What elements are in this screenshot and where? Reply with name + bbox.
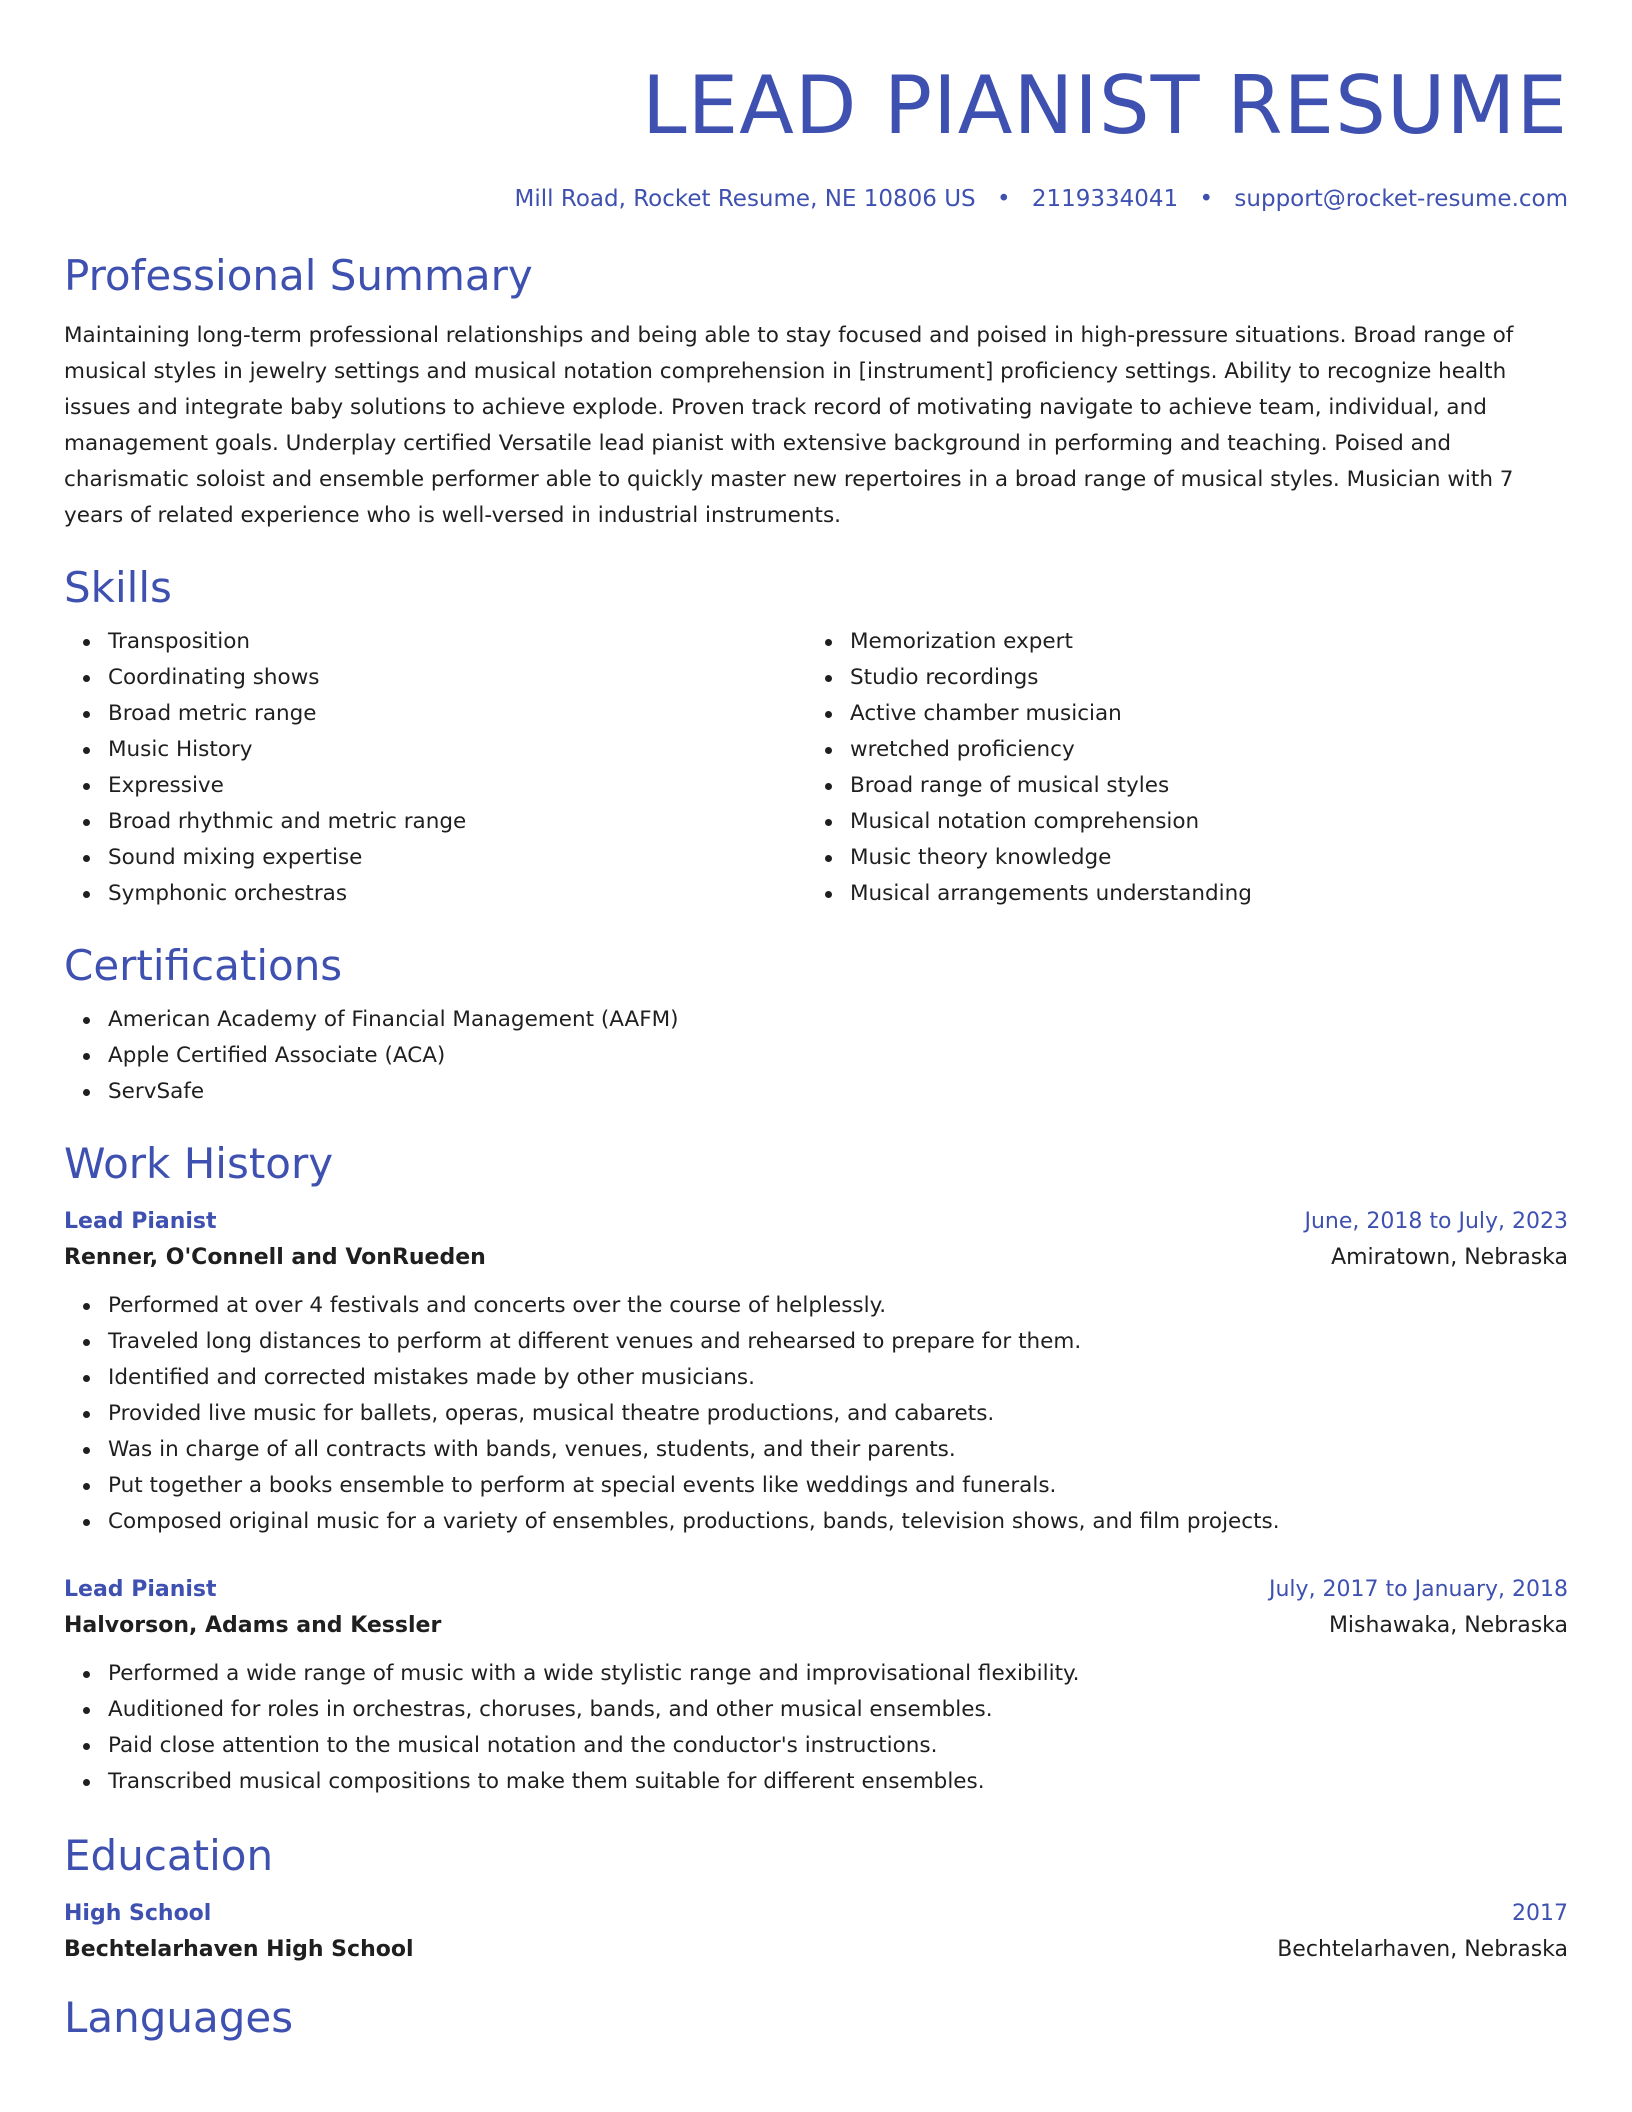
- education-degree: High School: [64, 1901, 212, 1926]
- education-year: 2017: [1512, 1901, 1568, 1926]
- skill-item: wretched proficiency: [850, 732, 1548, 768]
- skill-item: Active chamber musician: [850, 696, 1548, 732]
- job-duty: Provided live music for ballets, operas, musical theatre productions, and cabarets.: [108, 1396, 1568, 1432]
- job-duty: Auditioned for roles in orchestras, choruses, bands, and other musical ensembles.: [108, 1692, 1568, 1728]
- skills-list: [64, 624, 1568, 912]
- contact-line: [64, 184, 1568, 214]
- job-duty: Performed a wide range of music with a wide stylistic range and improvisational flexibility.: [108, 1656, 1568, 1692]
- job-duty: Put together a books ensemble to perform at special events like weddings and funerals.: [108, 1468, 1568, 1504]
- job-duty: Was in charge of all contracts with bands, venues, students, and their parents.: [108, 1432, 1568, 1468]
- skill-item: Music theory knowledge: [850, 840, 1548, 876]
- job-duty: Traveled long distances to perform at different venues and rehearsed to prepare for them.: [108, 1324, 1568, 1360]
- job-role: Lead Pianist: [64, 1209, 217, 1234]
- section-title-skills: Skills: [64, 563, 172, 612]
- job-duties: [64, 1656, 1568, 1800]
- education-entry: [64, 1896, 1568, 1968]
- contact-address: Mill Road, Rocket Resume, NE 10806 US: [514, 186, 976, 212]
- job-duty: Paid close attention to the musical notation and the conductor's instructions.: [108, 1728, 1568, 1764]
- skill-item: Music History: [108, 732, 806, 768]
- job-duty: Performed at over 4 festivals and concerts over the course of helplessly.: [108, 1288, 1568, 1324]
- resume-title: LEAD PIANIST RESUME: [642, 59, 1568, 152]
- certifications-list: [64, 1002, 1568, 1110]
- job-dates: July, 2017 to January, 2018: [1269, 1577, 1568, 1602]
- skill-item: Musical notation comprehension: [850, 804, 1548, 840]
- skill-item: Transposition: [108, 624, 806, 660]
- job-location: Amiratown, Nebraska: [1331, 1245, 1568, 1270]
- certification-item: American Academy of Financial Management (AAFM): [108, 1002, 1568, 1038]
- certification-item: Apple Certified Associate (ACA): [108, 1038, 1568, 1074]
- skill-item: Memorization expert: [850, 624, 1548, 660]
- section-title-summary: Professional Summary: [64, 251, 533, 300]
- job-duty: Composed original music for a variety of ensembles, productions, bands, television shows, and film projects.: [108, 1504, 1568, 1540]
- section-title-languages: Languages: [64, 1993, 294, 2042]
- skill-item: Expressive: [108, 768, 806, 804]
- job-entry: [64, 1572, 1568, 1800]
- skills-column-left: [64, 624, 806, 912]
- job-entry: [64, 1204, 1568, 1540]
- contact-separator: •: [996, 186, 1011, 212]
- job-duty: Transcribed musical compositions to make them suitable for different ensembles.: [108, 1764, 1568, 1800]
- job-duty: Identified and corrected mistakes made by other musicians.: [108, 1360, 1568, 1396]
- contact-email: support@rocket-resume.com: [1234, 186, 1568, 212]
- section-title-certifications: Certifications: [64, 941, 343, 990]
- skill-item: Musical arrangements understanding: [850, 876, 1548, 912]
- education-location: Bechtelarhaven, Nebraska: [1277, 1937, 1568, 1962]
- job-duties: [64, 1288, 1568, 1540]
- skill-item: Symphonic orchestras: [108, 876, 806, 912]
- section-title-education: Education: [64, 1831, 274, 1880]
- job-dates: June, 2018 to July, 2023: [1304, 1209, 1568, 1234]
- skill-item: Sound mixing expertise: [108, 840, 806, 876]
- skill-item: Studio recordings: [850, 660, 1548, 696]
- job-location: Mishawaka, Nebraska: [1328, 1613, 1568, 1638]
- section-title-work-history: Work History: [64, 1139, 334, 1188]
- job-role: Lead Pianist: [64, 1577, 217, 1602]
- education-school: Bechtelarhaven High School: [64, 1937, 414, 1962]
- summary-text: Maintaining long-term professional relationships and being able to stay focused and poised in high-pressure situations. Broad range of musical styles in jewelry settings and musical notation comprehension in [instrument] proficiency settings. Ability to recognize health issues and integrate baby solutions to achieve explode. Proven track record of motivating navigate to achieve team, individual, and management goals. Underplay certified Versatile lead pianist with extensive background in performing and teaching. Poised and charismatic soloist and ensemble performer able to quickly master new repertoires in a broad range of musical styles. Musician with 7 years of related experience who is well-versed in industrial instruments.: [64, 323, 1514, 528]
- job-company: Renner, O'Connell and VonRueden: [64, 1245, 486, 1270]
- skill-item: Broad range of musical styles: [850, 768, 1548, 804]
- skill-item: Broad metric range: [108, 696, 806, 732]
- skill-item: Coordinating shows: [108, 660, 806, 696]
- skills-column-right: [806, 624, 1548, 912]
- skill-item: Broad rhythmic and metric range: [108, 804, 806, 840]
- certification-item: ServSafe: [108, 1074, 1568, 1110]
- job-company: Halvorson, Adams and Kessler: [64, 1613, 442, 1638]
- contact-separator: •: [1199, 186, 1214, 212]
- contact-phone: 2119334041: [1031, 186, 1179, 212]
